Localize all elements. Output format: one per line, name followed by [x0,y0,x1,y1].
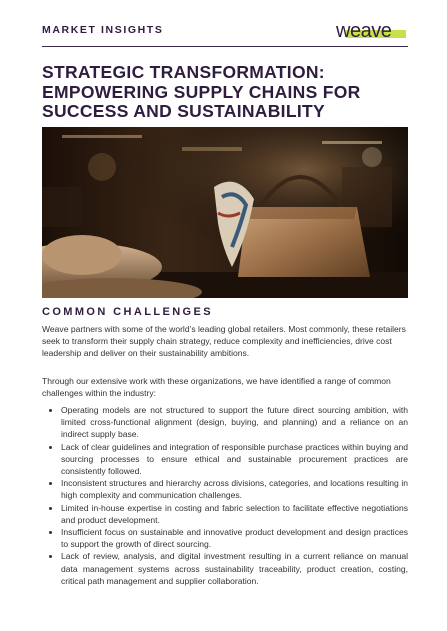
challenges-intro-paragraph: Through our extensive work with these organizations, we have identified a range of common challenges within the industry: [42,376,391,399]
list-item [42,550,408,587]
bullet-icon [49,507,52,510]
list-item-text: Inconsistent structures and hierarchy across divisions, categories, and locations resulting in high complexity and communication challenges. [61,478,408,501]
bullet-icon [49,446,52,449]
list-item [42,477,408,501]
intro-paragraph: Weave partners with some of the world’s leading global retailers. Most commonly, these retailers seek to transform their supply chain strategy, reduce complexity and inefficiencies, drive cost leadership and deliver on their sustainability ambitions. [42,324,406,359]
list-item-text: Operating models are not structured to support the future direct sourcing ambition, with limited cross-functional alignment (design, buying, and planning) and a reliance on an indirect supply base. [61,405,408,440]
hero-image [42,127,408,298]
section-label: MARKET INSIGHTS [42,24,164,36]
bullet-icon [49,531,52,534]
bullet-icon [49,409,52,412]
section-heading: COMMON CHALLENGES [42,306,213,318]
header-divider [42,46,408,47]
list-item-text: Lack of review, analysis, and digital investment resulting in a current reliance on manual data management systems across sustainability traceability, product creation, costing, critical path management and supplier collaboration. [61,551,408,586]
logo-text: weave [336,20,392,42]
list-item [42,404,408,441]
page-title: STRATEGIC TRANSFORMATION: EMPOWERING SUPPLY CHAINS FOR SUCCESS AND SUSTAINABILITY [42,62,361,121]
list-item [42,441,408,478]
list-item-text: Limited in-house expertise in costing and fabric selection to facilitate effective negotiations and product development. [61,502,408,525]
challenges-list [42,404,408,587]
list-item [42,526,408,550]
list-item [42,502,408,526]
list-item-text: Insufficient focus on sustainable and innovative product development and design practices to support the growth of direct sourcing. [61,527,408,550]
page-header [42,22,408,42]
weave-logo [334,18,408,42]
bullet-icon [49,482,52,485]
bullet-icon [49,555,52,558]
list-item-text: Lack of clear guidelines and integration of responsible purchase practices within buying and sourcing processes to ensure ethical and sustainable procurement practices are consistently followed. [61,441,408,477]
hero-photo [42,127,408,298]
